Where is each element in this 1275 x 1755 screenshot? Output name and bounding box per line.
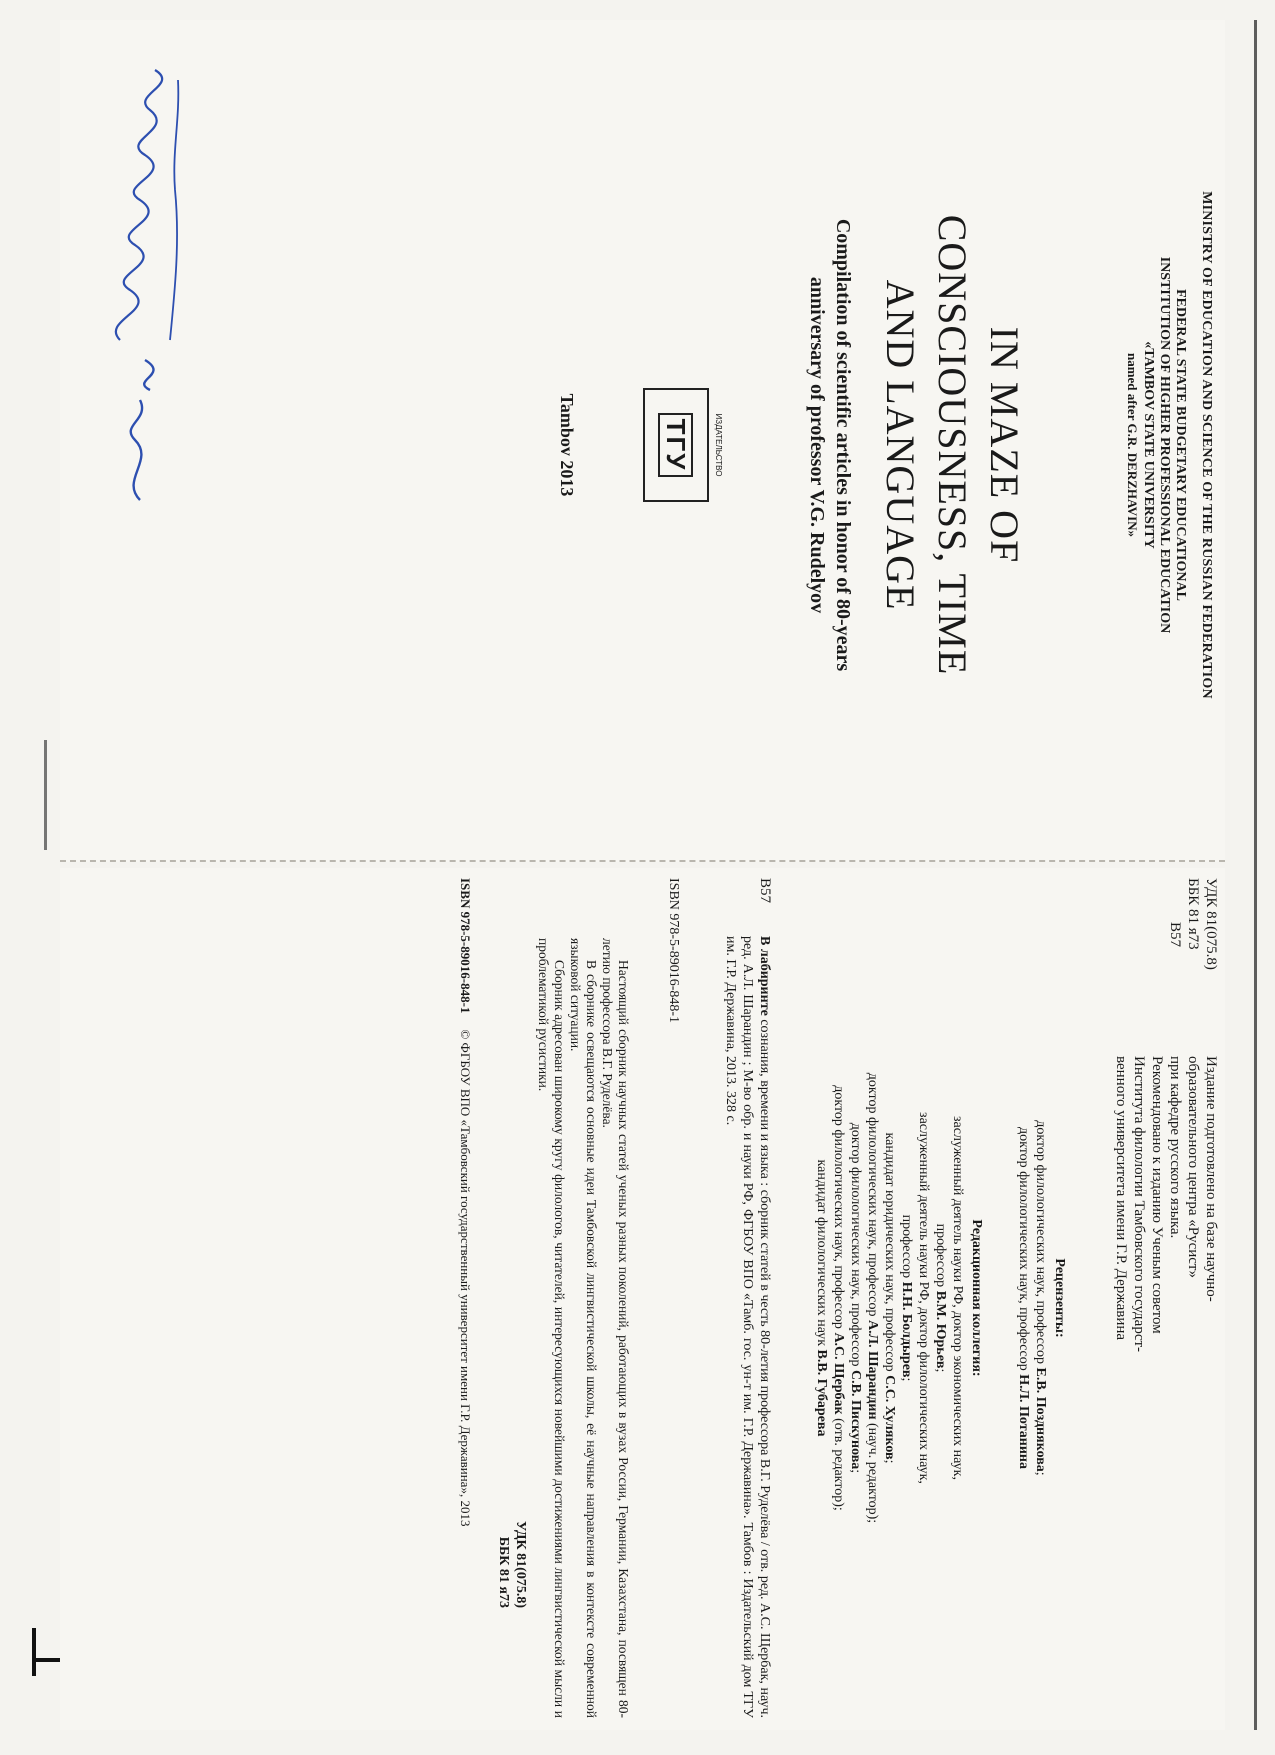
bibliographic-record	[722, 878, 773, 1718]
annotation-paragraph: В сборнике освещаются основные идеи Тамбовской лингвистической школы, её научные направления в контексте современной языковой ситуации.	[568, 938, 599, 1718]
title-line: CONSCIOUSNESS, TIME	[930, 214, 975, 676]
preparation-line: Издание подготовлено на базе научно-	[1203, 1056, 1219, 1302]
ministry-line: MINISTRY OF EDUCATION AND SCIENCE OF THE RUSSIAN FEDERATION	[1199, 191, 1214, 699]
bbk-code: ББК 81 я73	[496, 1536, 511, 1608]
board-line: профессор В.М. Юрьев;	[933, 1223, 948, 1373]
copyright-text: © ФГБОУ ВПО «Тамбовский государственный университет имени Г.Р. Державина», 2013	[458, 1029, 473, 1527]
editorial-board-section	[813, 878, 985, 1718]
title-page	[60, 20, 1225, 862]
board-line: доктор филологических наук, профессор А.С. Щербак (отв. редактор);	[831, 1085, 846, 1511]
subtitle-line: Compilation of scientific articles in honor of 80-years	[832, 218, 854, 672]
annotation-paragraph: Настоящий сборник научных статей ученых разных поколений, работающих в вузах России, Германии, Казахстана, посвящен 80-летию профессора В.Г. Руделёва.	[600, 938, 631, 1718]
board-line: доктор филологических наук, профессор А.Л. Шарандин (науч. редактор);	[865, 1072, 880, 1524]
classification-codes-right	[495, 878, 529, 1718]
preparation-line: венного университета имени Г.Р. Державина	[1113, 1056, 1129, 1341]
publisher-letters: ТГУ	[659, 413, 694, 478]
title-page-content	[120, 35, 1220, 855]
bbk-code: ББК 81 я73	[1185, 878, 1201, 950]
book-title	[874, 35, 1030, 855]
preparation-note	[1112, 1056, 1220, 1352]
reviewer-line: доктор филологических наук, профессор Н.Л. Потанина	[1016, 1126, 1031, 1469]
reviewer-line: доктор филологических наук, профессор Е.В. Позднякова;	[1033, 1120, 1048, 1476]
title-line: IN MAZE OF	[982, 326, 1027, 564]
copyright-block	[457, 878, 473, 1718]
isbn-bottom: ISBN 978-5-89016-848-1	[458, 878, 473, 1014]
book-subtitle	[804, 35, 856, 855]
publisher-word: ИЗДАТЕЛЬСТВО	[714, 413, 723, 477]
university-named-line: named after G.R. DERZHAVIN»	[1125, 352, 1140, 538]
publisher-logo-row	[643, 35, 723, 855]
classification-codes	[1112, 878, 1220, 1028]
annotation	[535, 878, 631, 1718]
board-line: заслуженный деятель науки РФ, доктор филологических наук,	[916, 1112, 931, 1484]
place-year: Tambov 2013	[557, 393, 577, 497]
scan-edge	[1254, 20, 1257, 1730]
imprint-page	[60, 868, 1225, 1730]
udk-code: УДК 81(075.8)	[513, 1521, 528, 1608]
board-line: кандидат филологических наук В.В. Губарева	[814, 1159, 829, 1437]
preparation-line: Рекомендовано к изданию Ученым советом	[1149, 1056, 1165, 1334]
scan-edge	[44, 740, 47, 850]
board-line: доктор филологических наук, профессор С.В. Пискунова;	[848, 1122, 863, 1474]
udk-code: УДК 81(075.8)	[1203, 878, 1219, 970]
annotation-paragraph: Сборник адресован широкому кругу филологов, читателей, интересующихся новейшими достижениями лингвистической мысли и проблематикой русистики.	[536, 938, 567, 1718]
preparation-line: образовательного центра «Русист»	[1185, 1056, 1201, 1278]
university-line: «TAMBOV STATE UNIVERSITY	[1141, 341, 1156, 549]
bib-description: В лабиринте сознания, времени и языка : сборник статей в честь 80-летия профессора В.Г. Руделёва / отв. ред. А.С. Щербак, науч. ред. А.Л. Шарандин ; М-во обр. и науки РФ, ФГБОУ ВПО «Тамб. гос. ун-т им. Г.Р. Державина». Тамбов : Издательский дом ТГУ им. Г.Р. Державина, 2013. 328 с.	[723, 936, 772, 1718]
institution-line: INSTITUTION OF HIGHER PROFESSIONAL EDUCATION	[1157, 256, 1172, 634]
publisher-logo	[643, 388, 723, 502]
preparation-line: при кафедре русского языка.	[1167, 1056, 1183, 1239]
imprint-header	[1112, 878, 1220, 1718]
preparation-line: Института филологии Тамбовского государст-	[1131, 1056, 1147, 1353]
subtitle-line: anniversary of professor V.G. Rudelyov	[806, 276, 828, 614]
board-heading: Редакционная коллегия:	[969, 1219, 984, 1377]
reviewers-section	[1015, 878, 1068, 1718]
board-line: профессор Н.Н. Болдырев;	[899, 1214, 914, 1382]
bib-author-code: В57	[757, 878, 773, 904]
board-line: кандидат юридических наук, профессор С.С. Хуляков;	[882, 1132, 897, 1464]
isbn-line: ISBN 978-5-89016-848-1	[666, 878, 681, 1024]
reviewers-heading: Рецензенты:	[1052, 1258, 1067, 1338]
board-line: заслуженный деятель науки РФ, доктор экономических наук,	[950, 1116, 965, 1480]
imprint-page-content	[80, 878, 1220, 1718]
title-line: AND LANGUAGE	[878, 279, 923, 611]
author-code: В57	[1167, 922, 1183, 948]
institution-line: FEDERAL STATE BUDGETARY EDUCATIONAL	[1173, 289, 1188, 601]
institution-block	[1125, 35, 1188, 855]
crop-mark	[32, 1628, 36, 1676]
